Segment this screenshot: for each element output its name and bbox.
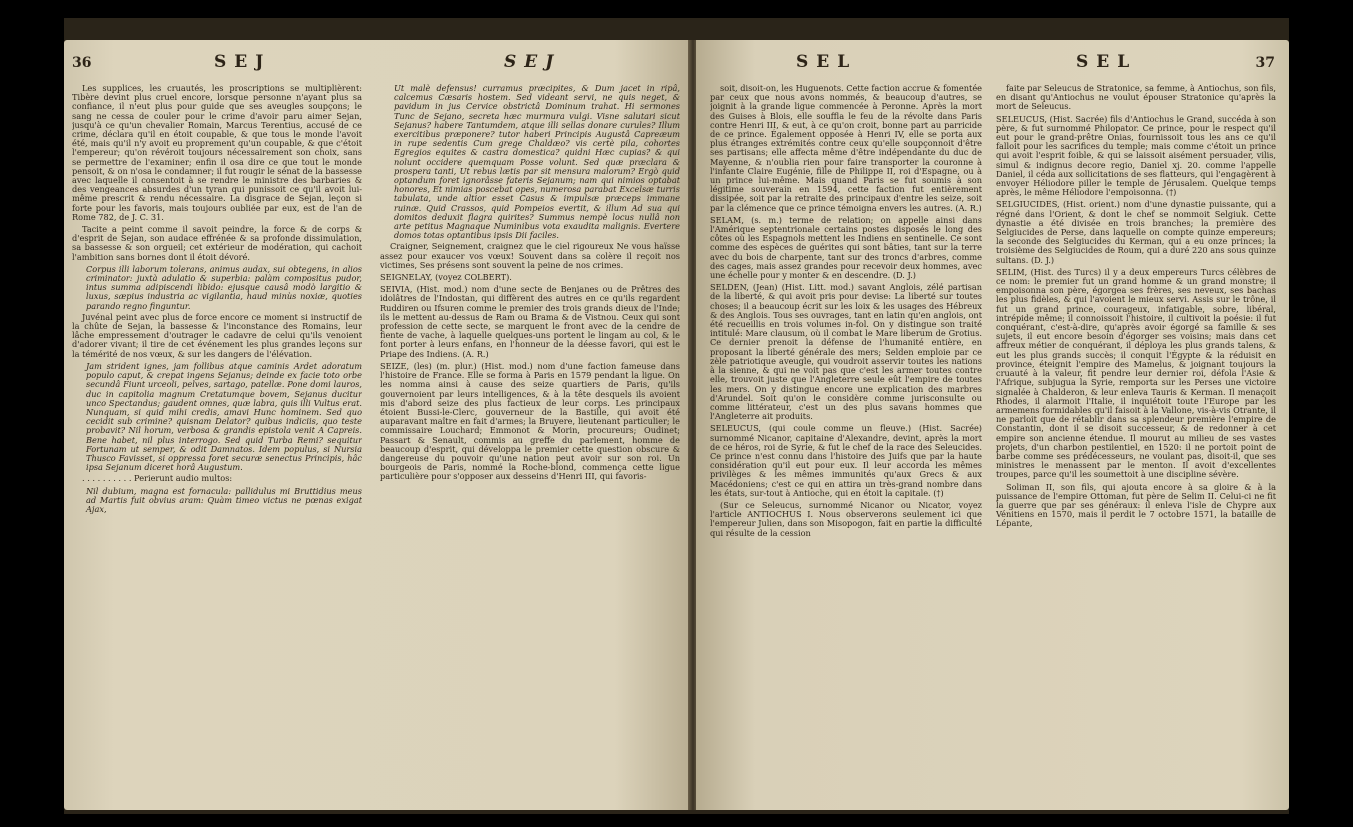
paragraph: Juvénal peint avec plus de force encore ce moment si instructif de la chûte de Sejan, la bassesse & l'inconstance des Romains, leur lâche empressement d'outrager le cadavre de celui qu'ils venoient d'adorer vivant; il tire de cet événement les plus grandes leçons sur la témérité de nos vœux, & sur les dangers de l'élévation. <box>72 311 362 359</box>
right-column-2 <box>996 84 1276 802</box>
dictionary-entry: SELAM, (s. m.) terme de relation; on appelle ainsi dans l'Amérique septentrionale certains postes disposés le long des côtes où les Espagnols mettent les Indiens en sentinelle. Ce sont comme des espèces de guérites qui sont bâties, tant sur la terre avec du bois de charpente, tant sur des troncs d'arbres, comme des cages, mais assez grandes pour recevoir deux hommes, avec une échelle pour y monter & en descendre. (D. J.) <box>710 214 982 281</box>
left-page <box>64 40 690 810</box>
dictionary-entry: SEIGNELAY, (voyez COLBERT). <box>380 272 512 283</box>
right-page-number: 37 <box>1255 55 1275 71</box>
right-page-header <box>696 52 1289 76</box>
dictionary-entry: SELGIUCIDES, (Hist. orient.) nom d'une dynastie puissante, qui a régné dans l'Orient, & dont le chef se nommoit Selgiuk. Cette dynastie a été divisée en trois branches; la première des Selgiucides de Perse, dans laquelle on compte quinze empereurs; la seconde des Selgiucides du Kerman, qui a eu onze princes; la troisième des Selgiucides de Roum, qui a duré 220 ans sous quinze sultans. (D. J.) <box>996 199 1276 265</box>
right-running-head: SEL <box>796 52 858 72</box>
paragraph: Tacite a peint comme il savoit peindre, la force & de corps & d'esprit de Sejan, son audace effrénée & sa profonde dissimulation, sa bassesse & son orgueil; cet extérieur de modération, qui cachoit l'ambition sans bornes dont il étoit dévoré. <box>72 224 362 262</box>
dictionary-entry: SELEUCUS, (qui coule comme un fleuve.) (Hist. Sacrée) surnommé Nicanor, capitaine d'Alexandre, devint, après la mort de ce héros, roi de Syrie, & fut le chef de la race des Seleucides. Ce prince n'est connu dans l'histoire des Juifs que par la haute considération qu'il eut pour eux. Il leur accorda les mêmes privilèges & les mêmes immunités qu'aux Grecs & aux Macédoniens; c'est ce qui en attira un très-grand nombre dans les états, sur-tout à Antioche, qui en étoit la capitale. (†) <box>710 423 982 498</box>
left-page-number: 36 <box>72 55 92 71</box>
dictionary-entry: SELDEN, (Jean) (Hist. Litt. mod.) savant Anglois, zélé partisan de la liberté, & qui avoit pris pour devise: La liberté sur toutes choses; il a beaucoup écrit sur les loix & les usages des Hébreux & des Anglois. Tous ses ouvrages, tant en latin qu'en anglois, ont été recueillis en trois volumes in-fol. On y distingue son traité intitulé: Mare clausum, où il combat le Mare liberum de Grotius. Ce dernier prenoit la défense de l'humanité entière, en proposant la liberté générale des mers; Selden emploie par ce zèle patriotique aveugle, qui voudroit asservir toutes les nations à la sienne, & qui ne voit pas que c'est les armer toutes contre elle, trouvoit juste que l'Angleterre seule eût l'empire de toutes les mers. On y distingue encore une explication des marbres d'Arundel. Soit qu'on le considère comme jurisconsulte ou comme littérateur, c'est un des plus savans hommes que l'Angleterre ait produits. <box>710 282 982 422</box>
verse-block: Jam strident ignes, jam follibus atque caminis Ardet adoratum populo caput, & crepat ingens Sejanus; deinde ex facie toto orbe secundâ Fiunt urceoli, pelves, sartago, patellæ. Pone domi lauros, duc in capitolia magnum Cretatumque bovem, Sejanus ducitur unco Spectandus; gaudent omnes, quæ labra, quis illi Vultus erat. Nunquam, si quid mihi credis, amavi Hunc hominem. Sed quo cecidit sub crimine? quisnam Delator? quibus indiciis, quo teste probavit? Nil horum, verbosa & grandis epistola venit A Capreis. Bene habet, nil plus interrogo. Sed quid Turba Remi? sequitur Fortunam ut semper, & odit Damnatos. Idem populus, si Nursia Thusco Favisset, si oppressa foret securæ senectus Principis, hâc ipsa Sejanum diceret horâ Augustum. <box>86 360 362 473</box>
paragraph: Soliman II, son fils, qui ajouta encore à sa gloire & à la puissance de l'empire Ottoman, fut père de Selim II. Celui-ci ne fit la guerre que par ses généraux: il enleva l'isle de Chypre aux Vénitiens en 1570, mais il perdit le 7 octobre 1571, la bataille de Lépante, <box>996 481 1276 529</box>
left-column-2 <box>380 84 680 802</box>
verse-block: Ut malè defensus! curramus præcipites, & Dum jacet in ripâ, calcemus Cæsaris hostem. Sed videant servi, ne quis neget, & pavidum in jus Cervice obstrictâ Dominum trahat. Hi sermones Tunc de Sejano, secreta hæc murmura vulgi. Visne salutari sicut Sejanus? habere Tantumdem, atque illi sellas donare curules? Illum exercitibus præponere? tutor haberi Principis Augustâ Capreæum in rupe sedentis Cum grege Chaldæo? vis certè pila, cohortes Egregios equites & castra domestica? quidni Hæc cupias? & qui nolunt occidere quemquam Posse volunt. Sed quæ præclara & prospera tanti, Ut rebus lætis par sit mensura malorum? Ergò quid optandum foret ignorâsse fateris Sejanum; nam qui nimios optabat honores, Et nimias poscebat opes, numerosa parabat Excelsæ turris tabulata, unde altior esset Casus & impulsæ præceps immane ruinæ. Quid Crassos, quid Pompeios evertit, & illum Ad sua qui domitos deduxit flagra quirites? Summus nempè locus nullâ non arte petitus Magnaque Numinibus vota exaudita malignis. Evertere domos totas optantibus ipsis Dii faciles. <box>394 84 680 241</box>
paragraph: (Sur ce Seleucus, surnommé Nicanor ou Nicator, voyez l'article ANTIOCHUS I. Nous observerons seulement ici que l'empereur Julien, dans son Misopogon, fait en partie la difficulté qui résulte de la cession <box>710 499 982 538</box>
dictionary-entry: SELEUCUS, (Hist. Sacrée) fils d'Antiochus le Grand, succéda à son père, & fut surnommé Philopator. Ce prince, pour le respect qu'il eut pour le grand-prêtre Onias, fournissoit tous les ans ce qu'il falloit pour les sacrifices du temple; mais comme c'étoit un prince qui avoit l'esprit foible, & qui se laissoit aisément persuader, vilis, simul & indignus decore regio, Daniel xj. 20. comme l'appelle Daniel, il céda aux sollicitations de ses flatteurs, qui l'engagèrent à envoyer Héliodore piller le temple de Jérusalem. Quelque temps après, le même Héliodore l'empoisonna. (†) <box>996 113 1276 198</box>
right-column-1 <box>710 84 982 802</box>
left-page-header <box>64 52 690 76</box>
left-running-head: SEJ <box>214 52 272 72</box>
paragraph: Les supplices, les cruautés, les proscriptions se multiplièrent: Tibère devint plus cruel encore, lorsque personne n'ayant plus sa confiance, il n'eut plus pour guide que ses aveugles soupçons; le sang ne cessa de couler pour le crime d'avoir paru aimer Sejan, jusqu'à ce qu'un chevalier Romain, Marcus Terentius, accusé de ce crime, déclara qu'il en étoit coupable, & que tous le monde l'avoit été, mais qu'il n'y avoit eu proprement qu'un coupable, & que c'étoit l'empereur; qu'on révéroit toujours nécessairement son choix, sans se permettre de l'examiner; enfin il osa dire ce que tout le monde pensoit, & on n'osa le condamner; il fut rougir le sénat de la bassesse avec laquelle il consentoit à se rendre le ministre des barbaries & des vengeances absurdes d'un tyran qui punissoit ce qu'il avoit lui-même prescrit & rendu nécessaire. La disgrace de Sejan, leçon si forte pour les favoris, mais toujours oubliée par eux, est de l'an de Rome 782, de J. C. 31. <box>72 84 362 222</box>
dictionary-entry: SELIM, (Hist. des Turcs) il y a deux empereurs Turcs célèbres de ce nom: le premier fut un grand homme & un grand monstre; il empoisonna son père, égorgea ses frères, ses neveux, ses bachas les plus fidèles, & qui l'avoient le mieux servi. Assis sur le trône, il fut un grand prince, courageux, infatigable, sobre, libéral, intrépide même; il connoissoit l'histoire, il cultivoit la poésie: il fut conquérant, c'est-à-dire, qu'après avoir égorgé sa famille & ses sujets, il eut encore besoin d'égorger ses voisins; mais dans cet affreux métier de conquérant, il déploya les plus grands talens, & eut les plus grands succès; il conquit l'Égypte & la réduisit en province, éteignit l'empire des Mamelus, & joignant toujours la cruauté à la valeur, fit pendre leur dernier roi, défola l'Asie & l'Afrique, subjugua la Syrie, remporta sur les Perses une victoire signalée à Chalderon, & leur enleva Tauris & Kerman. Il menaçoit Rhodes, il alarmoit l'Italie, il inquiétoit toute l'Europe par les armemens formidables qu'il faisoit à la Vallone, vis-à-vis Otrante, il ne parloit que de rétablir dans sa splendeur première l'empire de Constantin, dont il se disoit successeur, & de redonner à cet empire son ancienne étendue. Il mourut au milieu de ses vastes projets, d'un charbon pestilentiel, en 1520: il ne portoit point de barbe comme ses prédécesseurs, ne voulant pas, disoit-il, que ses ministres le menassent par le menton. Il avoit d'excellentes troupes, parce qu'il les soumettoit à une discipline sévère. <box>996 266 1276 480</box>
left-running-head-2: SEJ <box>504 52 562 72</box>
dictionary-entry: SEIZE, (les) (m. plur.) (Hist. mod.) nom d'une faction fameuse dans l'histoire de France. Elle se forma à Paris en 1579 pendant la ligue. On les nomma ainsi à cause des seize quartiers de Paris, qu'ils gouvernoient par leurs intelligences, & à la tête desquels ils avoient mis d'abord seize des plus factieux de leur corps. Les principaux étoient Bussi-le-Clerc, gouverneur de la Bastille, qui avoit été auparavant maître en fait d'armes; la Bruyere, lieutenant particulier; le commissaire Louchard; Emmonot & Morin, procureurs; Oudinet; Passart & Senault, commis au greffe du parlement, homme de beaucoup d'esprit, qui développa le premier cette question obscure & dangereuse du pouvoir qu'une nation peut avoir sur son roi. Un bourgeois de Paris, nommé la Roche-blond, commença cette ligue particulière pour s'opposer aux desseins d'Henri III, qui favoris- <box>380 360 680 482</box>
verse-block: Nil dubium, magna est fornacula: pallidulus mi Bruttidius meus ad Martis fuit obvius aram: Quàm timeo victus ne pœnas exigat Ajax, <box>86 485 362 514</box>
right-page <box>696 40 1289 810</box>
paragraph: . . . . . . . . . . Perierunt audio multos: <box>82 473 233 484</box>
paragraph: soit, disoit-on, les Huguenots. Cette faction accrue & fomentée par ceux que nous avons nommés, & beaucoup d'autres, se joignit à la grande ligue commencée à Peronne. Après la mort des Guises à Blois, elle souffla le feu de la révolte dans Paris contre Henri III, & eut, à ce qu'on croit, bonne part au parricide de ce prince. Également opposée à Henri IV, elle se porta aux plus étranges extrémités contre ceux qu'elle soupçonnoit d'être ses partisans; elle affecta même d'être indépendante du duc de Mayenne, & n'oublia rien pour faire transporter la couronne à l'infante Claire Eugénie, fille de Philippe II, roi d'Espagne, ou à un prince lui-même. Mais quand Paris se fut soumis à son légitime souverain en 1594, cette faction fut entièrement dissipée, soit par la retraite des principaux d'entre les seize, soit par la clémence que ce prince témoigna envers les autres. (A. R.) <box>710 84 982 213</box>
paragraph: faite par Seleucus de Stratonice, sa femme, à Antiochus, son fils, en disant qu'Antiochus ne voulut épouser Stratonice qu'après la mort de Seleucus. <box>996 84 1276 112</box>
paragraph: Craigner, Seignement, craignez que le ciel rigoureux Ne vous haïsse assez pour exaucer vos vœux! Souvent dans sa colère il reçoit nos victimes, Ses présens sont souvent la peine de nos crimes. <box>380 241 680 270</box>
verse-block: Corpus illi laborum tolerans, animus audax, sui obtegens, in alios criminator: juxtà adulatio & superbia: palàm compositus pudor, intus summa adipiscendi libido: ejusque causâ modò largitio & luxus, sæpius industria ac vigilantia, haud minùs noxiæ, quoties parando regno finguntur. <box>86 263 362 311</box>
left-column-1 <box>72 84 362 802</box>
right-running-head-2: SEL <box>1076 52 1138 72</box>
open-book <box>64 18 1289 814</box>
dictionary-entry: SEIVIA, (Hist. mod.) nom d'une secte de Benjanes ou de Prêtres des idolâtres de l'Indostan, qui diffèrent des autres en ce qu'ils regardent Ruddiren ou Ifsuren comme le premier des trois grands dieux de l'Inde; ils le mettent au-dessus de Ram ou Brama & de Vistnou. Ceux qui sont profession de cette secte, se marquent le front avec de la cendre de fiente de vache, à laquelle quelques-uns portent le lingam au col, & le font porter à leurs enfans, en l'honneur de la déesse favori, qui est le Priape des Indiens. (A. R.) <box>380 284 680 359</box>
